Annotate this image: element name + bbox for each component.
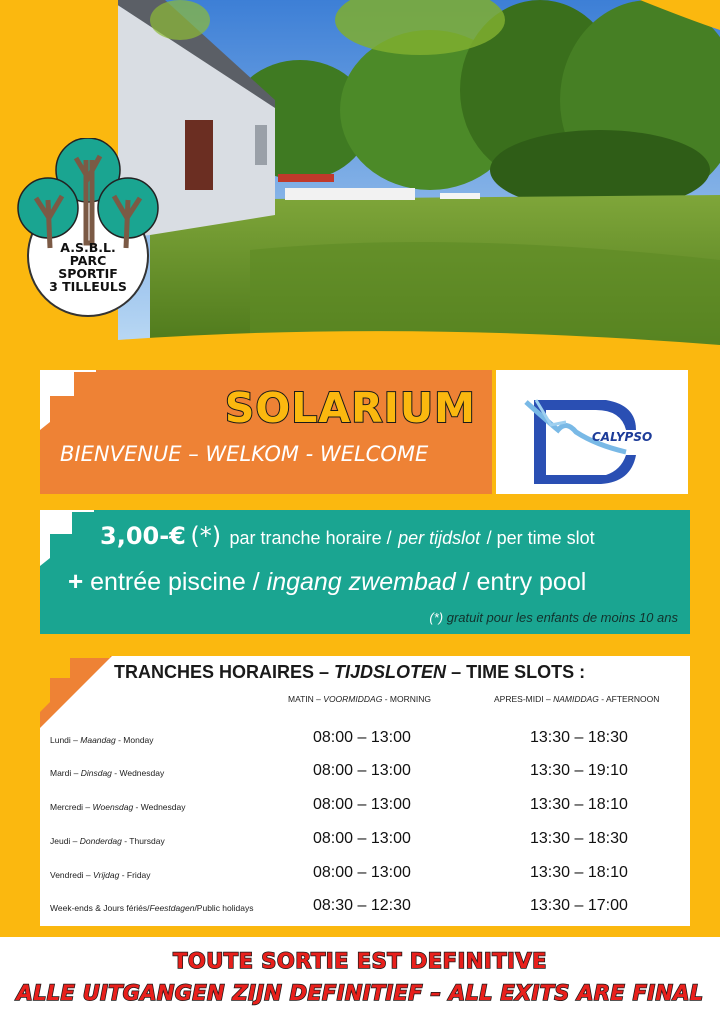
logo-line-1: A.S.B.L.	[60, 240, 116, 255]
corner-triangle-icon	[40, 656, 112, 728]
entry-fr: entrée piscine /	[90, 568, 260, 596]
title-fr: TRANCHES HORAIRES –	[114, 662, 330, 682]
corner-notch-icon	[40, 510, 94, 576]
per-slot-en: / per time slot	[486, 528, 595, 548]
morning-time: 08:00 – 13:00	[313, 762, 411, 779]
welcome-subtitle: BIENVENUE – WELKOM - WELCOME	[60, 442, 429, 466]
footer-line-2: ALLE UITGANGEN ZIJN DEFINITIEF – ALL EXITS ARE FINAL	[16, 981, 704, 1005]
note-mark: (*)	[429, 610, 444, 625]
entry-nl: ingang zwembad	[266, 568, 456, 596]
timetable-title	[114, 662, 585, 683]
morning-time: 08:00 – 13:00	[313, 830, 411, 847]
solarium-title: SOLARIUM	[224, 384, 476, 432]
afternoon-time: 13:30 – 19:10	[530, 762, 628, 779]
afternoon-time: 13:30 – 18:30	[530, 830, 628, 847]
logo-line-2: PARC	[69, 253, 107, 268]
price-amount: 3,00-€	[100, 522, 186, 550]
morning-time: 08:30 – 12:30	[313, 897, 411, 914]
title-nl: TIJDSLOTEN	[334, 662, 447, 682]
logo-line-4: 3 TILLEULS	[49, 279, 127, 294]
club-logo	[16, 138, 160, 320]
day-label: Lundi – Maandag - Monday	[50, 735, 154, 745]
table-row	[40, 757, 690, 787]
price-footnote-mark: (*)	[190, 522, 222, 550]
plus-sign: +	[68, 566, 84, 596]
calypso-logo	[496, 370, 688, 494]
day-label: Vendredi – Vrijdag - Friday	[50, 870, 151, 880]
note-text: gratuit pour les enfants de moins 10 ans	[446, 610, 678, 625]
afternoon-time: 13:30 – 18:10	[530, 864, 628, 881]
day-label: Jeudi – Donderdag - Thursday	[50, 836, 165, 846]
day-label: Mardi – Dinsdag - Wednesday	[50, 768, 165, 778]
afternoon-time: 13:30 – 18:30	[530, 729, 628, 746]
afternoon-time: 13:30 – 17:00	[530, 897, 628, 914]
timetable	[40, 656, 690, 926]
solarium-banner	[40, 370, 492, 494]
table-row	[40, 791, 690, 821]
title-en: – TIME SLOTS :	[451, 662, 586, 682]
price-note	[429, 610, 678, 625]
calypso-brand: CALYPSO	[592, 430, 653, 444]
table-row	[40, 892, 690, 922]
per-slot-nl: per tijdslot	[398, 528, 481, 548]
afternoon-header: APRES-MIDI – NAMIDDAG - AFTERNOON	[494, 694, 660, 704]
price-line	[100, 522, 595, 550]
footer-line-1: TOUTE SORTIE EST DEFINITIVE	[173, 949, 547, 973]
morning-header: MATIN – VOORMIDDAG - MORNING	[288, 694, 431, 704]
entry-line	[68, 566, 586, 597]
per-slot-fr: par tranche horaire /	[229, 528, 392, 548]
price-box	[40, 510, 690, 634]
day-label: Mercredi – Woensdag - Wednesday	[50, 802, 186, 812]
corner-notch-icon	[40, 370, 96, 440]
morning-time: 08:00 – 13:00	[313, 864, 411, 881]
table-row	[40, 724, 690, 754]
table-row	[40, 859, 690, 889]
day-label: Week-ends & Jours fériés/Feestdagen/Public holidays	[50, 903, 254, 913]
afternoon-time: 13:30 – 18:10	[530, 796, 628, 813]
entry-en: / entry pool	[462, 568, 587, 596]
footer-warning	[0, 937, 720, 1020]
logo-line-3: SPORTIF	[58, 266, 118, 281]
morning-time: 08:00 – 13:00	[313, 796, 411, 813]
table-row	[40, 825, 690, 855]
morning-time: 08:00 – 13:00	[313, 729, 411, 746]
